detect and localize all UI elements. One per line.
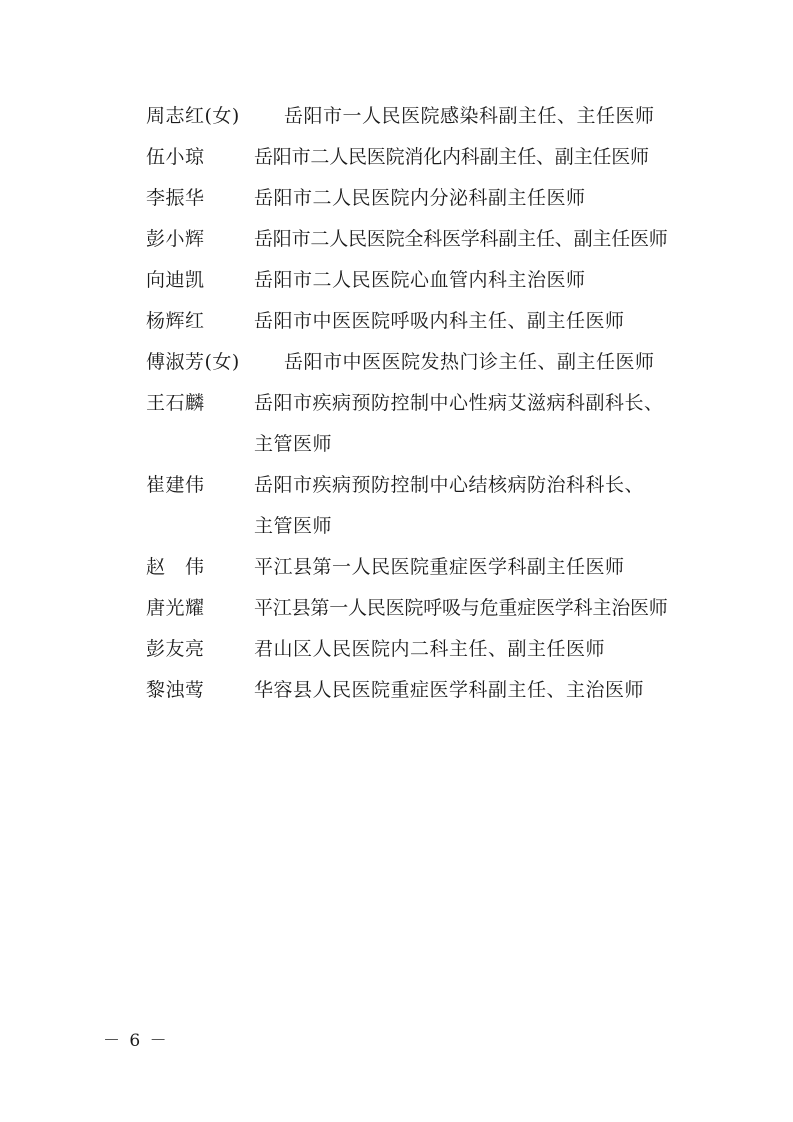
position-line: 君山区人民医院内二科主任、副主任医师 bbox=[254, 638, 606, 660]
list-item bbox=[146, 137, 706, 178]
personnel-list bbox=[146, 96, 706, 711]
person-position bbox=[284, 96, 706, 137]
list-item bbox=[146, 178, 706, 219]
position-line: 主管医师 bbox=[254, 515, 333, 537]
person-position bbox=[254, 219, 694, 260]
person-name: 唐光耀 bbox=[146, 597, 205, 619]
position-line: 岳阳市一人民医院感染科副主任、主任医师 bbox=[284, 105, 655, 127]
person-position bbox=[254, 260, 694, 301]
person-name: 周志红(女) bbox=[146, 105, 240, 127]
list-item bbox=[146, 629, 706, 670]
person-name: 傅淑芳(女) bbox=[146, 351, 240, 373]
list-item bbox=[146, 465, 706, 547]
position-line: 岳阳市二人民医院心血管内科主治医师 bbox=[254, 269, 586, 291]
person-name: 彭小辉 bbox=[146, 228, 205, 250]
position-line: 平江县第一人民医院重症医学科副主任医师 bbox=[254, 556, 625, 578]
person-position bbox=[254, 465, 694, 547]
position-line: 平江县第一人民医院呼吸与危重症医学科主治医师 bbox=[254, 597, 668, 619]
person-name: 李振华 bbox=[146, 187, 205, 209]
position-line: 岳阳市二人民医院全科医学科副主任、副主任医师 bbox=[254, 228, 668, 250]
position-line: 岳阳市中医医院呼吸内科主任、副主任医师 bbox=[254, 310, 625, 332]
person-name: 黎浊莺 bbox=[146, 679, 205, 701]
list-item bbox=[146, 96, 706, 137]
list-item bbox=[146, 219, 706, 260]
list-item bbox=[146, 342, 706, 383]
person-name: 杨辉红 bbox=[146, 310, 205, 332]
person-position bbox=[254, 137, 694, 178]
list-item bbox=[146, 670, 706, 711]
person-position bbox=[254, 178, 694, 219]
list-item bbox=[146, 547, 706, 588]
position-line: 岳阳市二人民医院内分泌科副主任医师 bbox=[254, 187, 586, 209]
person-position bbox=[254, 383, 694, 465]
person-position bbox=[254, 629, 694, 670]
person-name: 赵 伟 bbox=[146, 556, 205, 578]
person-position bbox=[254, 301, 694, 342]
person-position bbox=[254, 670, 694, 711]
list-item bbox=[146, 301, 706, 342]
list-item bbox=[146, 588, 706, 629]
person-name: 王石麟 bbox=[146, 392, 205, 414]
position-line: 岳阳市疾病预防控制中心性病艾滋病科副科长、 bbox=[254, 392, 664, 414]
person-name: 向迪凯 bbox=[146, 269, 205, 291]
list-item bbox=[146, 260, 706, 301]
position-line: 岳阳市中医医院发热门诊主任、副主任医师 bbox=[284, 351, 655, 373]
person-position bbox=[284, 342, 706, 383]
person-position bbox=[254, 547, 694, 588]
position-line: 岳阳市疾病预防控制中心结核病防治科科长、 bbox=[254, 474, 645, 496]
position-line: 华容县人民医院重症医学科副主任、主治医师 bbox=[254, 679, 645, 701]
position-line: 主管医师 bbox=[254, 433, 333, 455]
position-line: 岳阳市二人民医院消化内科副主任、副主任医师 bbox=[254, 146, 649, 168]
page-number: － 6 － bbox=[103, 1031, 169, 1051]
person-position bbox=[254, 588, 694, 629]
person-name: 崔建伟 bbox=[146, 474, 205, 496]
person-name: 伍小琼 bbox=[146, 146, 205, 168]
list-item bbox=[146, 383, 706, 465]
person-name: 彭友亮 bbox=[146, 638, 205, 660]
